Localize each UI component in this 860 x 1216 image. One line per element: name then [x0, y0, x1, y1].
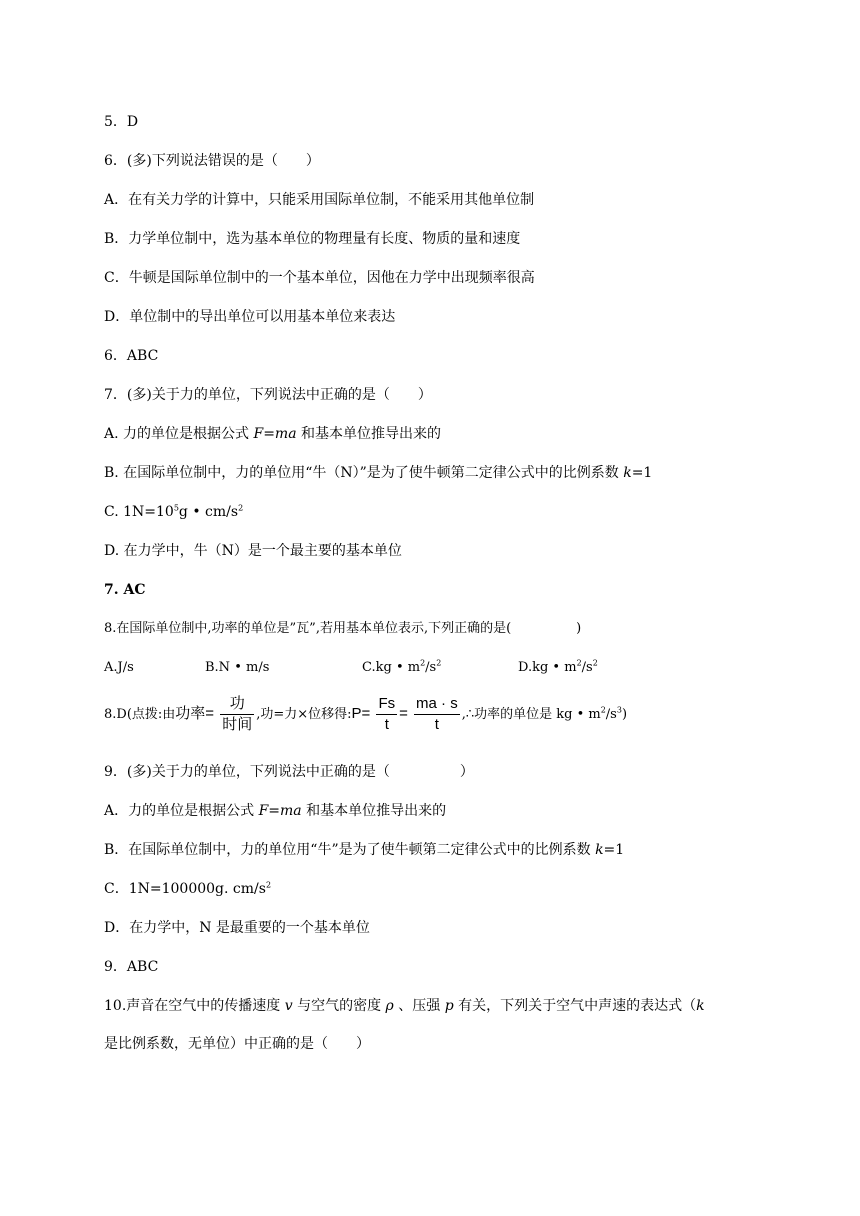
question-8-option-c — [362, 658, 441, 678]
fraction-denominator: t — [384, 716, 389, 733]
text-fragment: 有关，下列关于空气中声速的表达式（ — [453, 998, 697, 1014]
symbol-F: F — [253, 426, 264, 442]
symbol-F: F — [258, 803, 269, 819]
question-7-option-a — [104, 424, 441, 444]
exponent: 2 — [238, 503, 244, 513]
exponent: 2 — [592, 658, 598, 668]
text-fragment: ,∴功率的单位是 kg • m — [461, 707, 601, 722]
question-8: 8.在国际单位制中,功率的单位是”瓦”,若用基本单位表示,下列正确的是( ) — [104, 621, 582, 636]
symbol-v: v — [284, 998, 293, 1014]
exponent: 2 — [436, 658, 442, 668]
text-fragment: /s — [581, 660, 593, 675]
symbol-p: p — [444, 998, 454, 1014]
symbol-k: k — [696, 998, 705, 1014]
text-fragment: 和基本单位推导出来的 — [301, 803, 447, 819]
text-fragment: 和基本单位推导出来的 — [296, 426, 441, 442]
answer-7: 7. AC — [104, 582, 146, 598]
symbol-ma: ma — [274, 426, 297, 442]
exponent: 3 — [616, 705, 622, 715]
text-fragment: 10.声音在空气中的传播速度 — [104, 998, 285, 1014]
question-8-option-a: A.J/s — [104, 660, 134, 675]
question-9-option-b — [104, 840, 624, 860]
question-9: 9．(多)关于力的单位，下列说法中正确的是（ ） — [104, 764, 474, 780]
text-fragment: D.kg • m — [518, 660, 577, 675]
fraction-denominator: 时间 — [222, 716, 253, 733]
text-fragment: /s — [605, 707, 617, 722]
fraction-denominator: t — [434, 716, 439, 733]
exponent: 2 — [420, 658, 426, 668]
symbol-k: k — [623, 465, 632, 481]
text-fragment: A．力的单位是根据公式 — [104, 803, 259, 819]
text-fragment: 与空气的密度 — [292, 998, 386, 1014]
text-fragment: ) — [621, 707, 628, 722]
power-word: 功率 — [175, 705, 206, 722]
equals-sign: = — [205, 705, 215, 722]
exponent: 2 — [600, 705, 606, 715]
text-fragment: =1 — [631, 465, 653, 481]
question-8-option-d — [518, 658, 598, 678]
text-fragment: 8.D(点拨:由 — [104, 707, 176, 722]
text-fragment: 、压强 — [393, 998, 445, 1014]
answer-6: 6．ABC — [104, 348, 159, 364]
fraction-numerator: Fs — [376, 694, 397, 715]
fraction-numerator: ma · s — [414, 694, 460, 715]
question-9-option-d: D．在力学中，N 是最重要的一个基本单位 — [104, 920, 370, 936]
answer-8 — [104, 694, 627, 735]
question-10-line-1 — [104, 996, 705, 1016]
exponent: 5 — [173, 503, 179, 513]
answer-5: 5．D — [104, 114, 139, 130]
text-fragment: = — [268, 803, 281, 819]
text-fragment: /s — [425, 660, 437, 675]
equals-sign: = — [399, 705, 408, 722]
fraction-mas-over-t — [414, 694, 460, 735]
symbol-rho: ρ — [385, 998, 394, 1014]
exponent: 2 — [576, 658, 582, 668]
text-fragment: B．在国际单位制中，力的单位用“牛”是为了使牛顿第二定律公式中的比例系数 — [104, 842, 596, 858]
text-fragment: C.kg • m — [362, 660, 421, 675]
fraction-numerator: 功 — [220, 694, 254, 715]
text-fragment: C．1N=100000g. cm/s — [104, 881, 266, 897]
question-7-option-b — [104, 463, 652, 483]
answer-9: 9．ABC — [104, 959, 159, 975]
symbol-k: k — [595, 842, 604, 858]
symbol-ma: ma — [280, 803, 302, 819]
text-fragment: =1 — [603, 842, 625, 858]
question-6-option-c: C．牛顿是国际单位制中的一个基本单位，因他在力学中出现频率很高 — [104, 270, 535, 286]
equals-sign: = — [361, 705, 371, 722]
text-fragment: g • cm/s — [178, 504, 239, 520]
question-7-option-d: D. 在力学中，牛（N）是一个最主要的基本单位 — [104, 543, 402, 559]
symbol-P: P — [351, 705, 362, 722]
question-9-option-c — [104, 879, 271, 899]
question-6-option-a: A．在有关力学的计算中，只能采用国际单位制，不能采用其他单位制 — [104, 192, 535, 208]
fraction-fs-over-t — [376, 694, 397, 735]
exponent: 2 — [265, 880, 272, 890]
question-6-option-d: D．单位制中的导出单位可以用基本单位来表达 — [104, 309, 396, 325]
question-7: 7．(多)关于力的单位，下列说法中正确的是（ ） — [104, 387, 432, 403]
question-6-option-b: B．力学单位制中，选为基本单位的物理量有长度、物质的量和速度 — [104, 231, 521, 247]
question-6: 6．(多)下列说法错误的是（ ） — [104, 153, 320, 169]
question-10-line-2: 是比例系数，无单位）中正确的是（ ） — [104, 1036, 370, 1052]
text-fragment: ,功=力×位移得: — [256, 707, 352, 722]
text-fragment: C. 1N=10 — [104, 504, 174, 520]
text-fragment: A. 力的单位是根据公式 — [104, 426, 254, 442]
question-9-option-a — [104, 801, 446, 821]
text-fragment: B. 在国际单位制中，力的单位用“牛（N）”是为了使牛顿第二定律公式中的比例系数 — [104, 465, 624, 481]
question-7-option-c — [104, 502, 243, 522]
question-8-option-b: B.N • m/s — [205, 660, 270, 675]
fraction-work-over-time — [220, 694, 254, 735]
text-fragment: = — [263, 426, 275, 442]
